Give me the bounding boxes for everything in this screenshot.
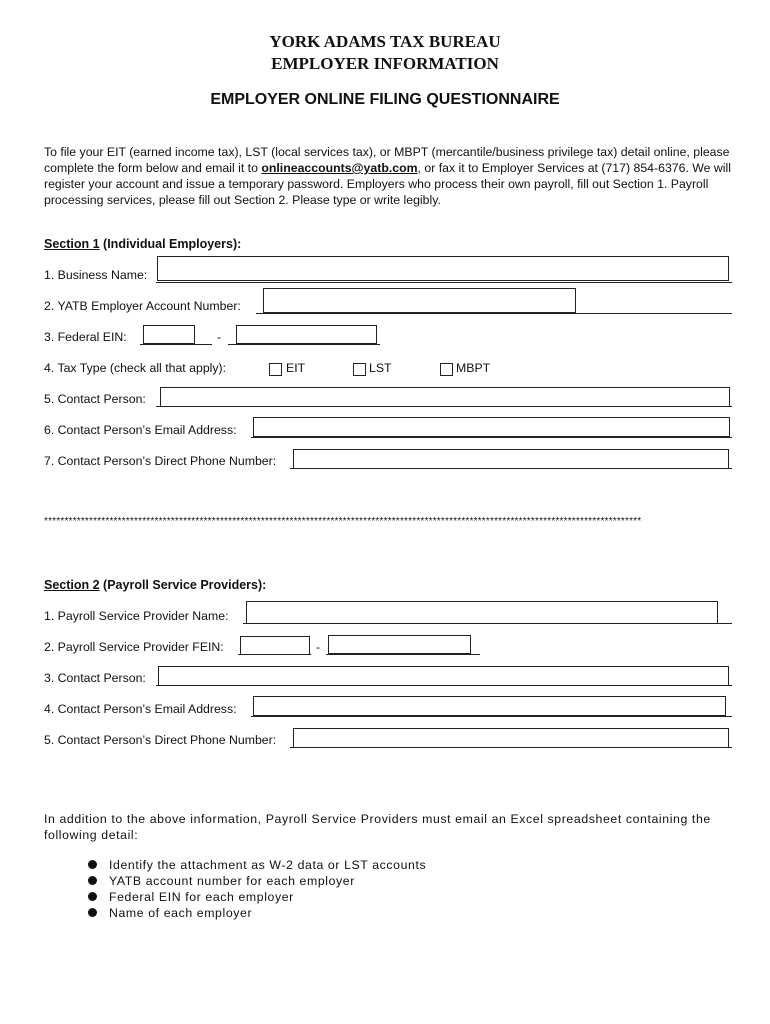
provider-name-input[interactable] [246,601,718,624]
form-subtitle: EMPLOYER INFORMATION [271,54,499,73]
section1-desc: (Individual Employers): [99,237,242,251]
contact-email-label: 6. Contact Person’s Email Address: [44,423,237,437]
section2-label: Section 2 [44,578,100,592]
tax-type-label: 4. Tax Type (check all that apply): [44,361,227,375]
s2-contact-person-input[interactable] [158,666,729,686]
org-name: YORK ADAMS TAX BUREAU [269,32,501,51]
ein-dash: - [217,330,222,344]
mbpt-label: MBPT [456,361,491,375]
provider-fein-suffix-input[interactable] [328,635,471,654]
federal-ein-label: 3. Federal EIN: [44,330,127,344]
list-item: YATB account number for each employer [88,873,426,889]
contact-email-input[interactable] [253,417,730,437]
page-title: EMPLOYER ONLINE FILING QUESTIONNAIRE [210,91,560,108]
list-item: Name of each employer [88,905,426,921]
underline [326,654,480,655]
lst-label: LST [369,361,392,375]
section1-heading [44,237,241,251]
underline [251,437,732,438]
contact-person-label: 5. Contact Person: [44,392,146,406]
mbpt-checkbox[interactable] [440,363,453,376]
spreadsheet-note: In addition to the above information, Payroll Service Providers must email an Excel spreadsheet containing the following detail: [44,812,711,842]
section2-desc: (Payroll Service Providers): [99,578,267,592]
provider-fein-prefix-input[interactable] [240,636,310,655]
underline [228,344,380,345]
detail-list [88,857,426,921]
federal-ein-suffix-input[interactable] [236,325,377,344]
s2-contact-phone-input[interactable] [293,728,729,748]
section-separator: ************************************************************************************************************************************************** [44,516,642,527]
eit-label: EIT [286,361,306,375]
list-item: Federal EIN for each employer [88,889,426,905]
underline [140,344,212,345]
account-number-label: 2. YATB Employer Account Number: [44,299,241,313]
account-number-input[interactable] [263,288,576,313]
bullet-icon [88,860,97,869]
business-name-input[interactable] [157,256,729,281]
provider-fein-label: 2. Payroll Service Provider FEIN: [44,640,224,654]
bullet-icon [88,892,97,901]
intro-text-2: , or fax it to Employer Services at (717) 854-6376. We will register your account and issue a temporary password. Employers who process their own payroll, fill out Section 1. Payroll processing services, please fill out Section 2. Please type or write legibly. [44,161,732,207]
lst-checkbox[interactable] [353,363,366,376]
s2-contact-phone-label: 5. Contact Person’s Direct Phone Number: [44,733,277,747]
underline [156,282,732,283]
business-name-label: 1. Business Name: [44,268,148,282]
s2-contact-email-label: 4. Contact Person’s Email Address: [44,702,237,716]
contact-phone-label: 7. Contact Person’s Direct Phone Number: [44,454,277,468]
fein-dash: - [316,640,321,654]
s2-contact-person-label: 3. Contact Person: [44,671,146,685]
section1-label: Section 1 [44,237,100,251]
bullet-icon [88,908,97,917]
contact-phone-input[interactable] [293,449,729,469]
s2-contact-email-input[interactable] [253,696,726,716]
underline [251,716,732,717]
contact-person-input[interactable] [160,387,730,407]
email-link[interactable]: onlineaccounts@yatb.com [261,161,418,175]
intro-paragraph [44,144,734,208]
list-item: Identify the attachment as W-2 data or LST accounts [88,857,426,873]
bullet-icon [88,876,97,885]
provider-name-label: 1. Payroll Service Provider Name: [44,609,229,623]
intro-text-1: To file your EIT (earned income tax), LST (local services tax), or MBPT (mercantile/business privilege tax) detail online, please complete the form below and email it to [44,145,730,175]
eit-checkbox[interactable] [269,363,282,376]
underline [256,313,732,314]
section2-heading [44,578,266,592]
federal-ein-prefix-input[interactable] [143,325,195,344]
